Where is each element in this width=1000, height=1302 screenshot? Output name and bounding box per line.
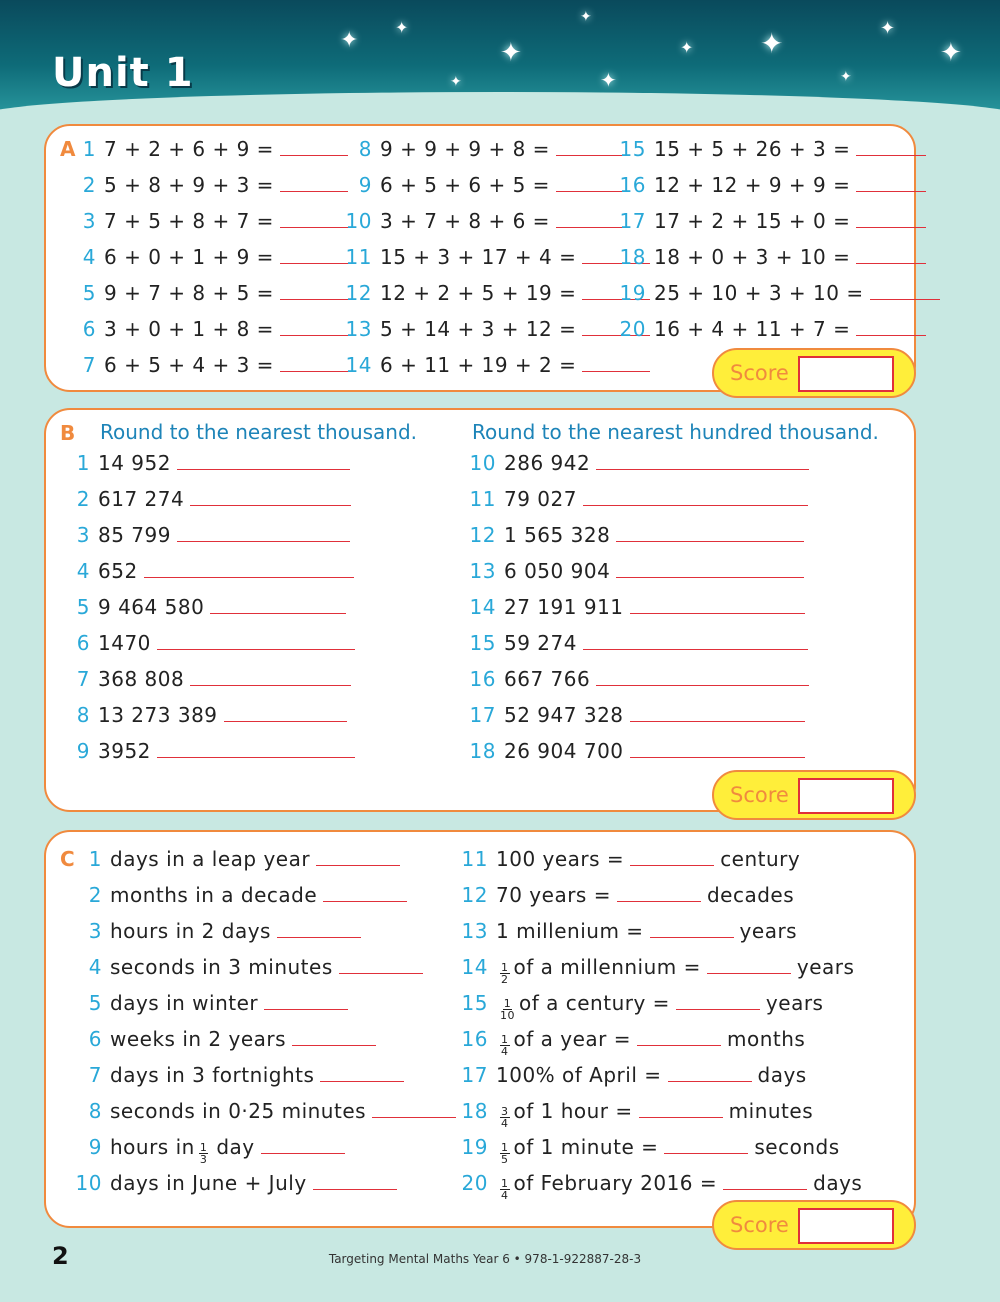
unit-text: days [757, 1063, 807, 1087]
answer-blank[interactable] [630, 849, 714, 866]
question-text: 16 + 4 + 11 + 7 = [654, 317, 851, 341]
question-number: 2 [88, 883, 102, 907]
answer-blank[interactable] [630, 741, 805, 758]
sparkle-icon: ✦ [880, 18, 896, 39]
question-number: 6 [88, 1027, 102, 1051]
question-number: 15 [469, 631, 496, 655]
question-row [612, 209, 926, 233]
question-row [612, 137, 926, 161]
question-number: 6 [82, 317, 96, 341]
question-text: hours in 2 days [110, 919, 271, 943]
fraction-denominator: 10 [500, 1009, 515, 1022]
question-number: 9 [76, 739, 90, 763]
section-b-heading-right: Round to the nearest hundred thousand. [472, 420, 879, 444]
fraction-numerator: 1 [501, 1141, 509, 1154]
question-text: day [216, 1135, 255, 1159]
answer-blank[interactable] [372, 1101, 456, 1118]
question-row [452, 1099, 813, 1132]
unit-text: decades [706, 883, 795, 907]
question-number: 16 [469, 667, 496, 691]
sparkle-icon: ✦ [340, 28, 359, 53]
question-text: 5 + 8 + 9 + 3 = [104, 173, 274, 197]
question-text: 25 + 10 + 3 + 10 = [654, 281, 864, 305]
answer-blank[interactable] [157, 633, 355, 650]
answer-blank[interactable] [583, 633, 808, 650]
fraction-numerator: 1 [501, 1177, 509, 1190]
unit-text: century [720, 847, 801, 871]
question-text: 17 + 2 + 15 + 0 = [654, 209, 851, 233]
question-row [70, 1171, 397, 1195]
question-row [66, 487, 351, 511]
fraction [500, 1178, 510, 1201]
question-text: months in a decade [110, 883, 318, 907]
question-text: of February 2016 = [513, 1171, 718, 1195]
question-number: 8 [76, 703, 90, 727]
answer-blank[interactable] [177, 525, 350, 542]
fraction-numerator: 1 [501, 961, 509, 974]
question-text: 6 050 904 [504, 559, 611, 583]
question-text: 15 + 3 + 17 + 4 = [380, 245, 577, 269]
question-text: 52 947 328 [504, 703, 624, 727]
answer-blank[interactable] [583, 489, 808, 506]
question-number: 10 [75, 1171, 102, 1195]
answer-blank[interactable] [856, 211, 926, 228]
question-row [460, 451, 809, 475]
question-row [66, 739, 355, 763]
question-text: of a millennium = [513, 955, 701, 979]
answer-blank[interactable] [190, 669, 351, 686]
question-row [70, 955, 423, 979]
question-text: 1470 [98, 631, 151, 655]
sparkle-icon: ✦ [580, 9, 592, 25]
answer-blank[interactable] [316, 849, 400, 866]
question-number: 16 [619, 173, 646, 197]
sparkle-icon: ✦ [840, 69, 852, 85]
question-number: 5 [88, 991, 102, 1015]
fraction-numerator: 1 [501, 1033, 509, 1046]
question-row [452, 919, 797, 943]
question-row [342, 137, 624, 161]
question-row [460, 523, 804, 547]
question-number: 20 [619, 317, 646, 341]
question-text: 9 + 9 + 9 + 8 = [380, 137, 550, 161]
question-row [460, 739, 805, 763]
question-row [460, 667, 809, 691]
answer-blank[interactable] [639, 1101, 723, 1118]
question-text: 667 766 [504, 667, 591, 691]
answer-blank[interactable] [617, 885, 701, 902]
answer-blank[interactable] [596, 669, 809, 686]
question-number: 18 [619, 245, 646, 269]
question-number: 18 [461, 1099, 488, 1123]
section-b-heading-left: Round to the nearest thousand. [100, 420, 418, 444]
fraction-numerator: 1 [503, 997, 512, 1010]
question-text: 368 808 [98, 667, 185, 691]
question-number: 12 [345, 281, 372, 305]
question-number: 13 [461, 919, 488, 943]
question-row [78, 173, 348, 197]
question-row [342, 209, 624, 233]
question-number: 8 [358, 137, 372, 161]
question-text: hours in [110, 1135, 195, 1159]
page-number: 2 [52, 1242, 69, 1270]
answer-blank[interactable] [630, 705, 805, 722]
question-text: 3 + 0 + 1 + 8 = [104, 317, 274, 341]
question-number: 17 [469, 703, 496, 727]
unit-text: seconds [754, 1135, 840, 1159]
question-row [78, 281, 348, 305]
question-text: 652 [98, 559, 138, 583]
question-row [342, 245, 650, 269]
answer-blank[interactable] [292, 1029, 376, 1046]
fraction [500, 962, 510, 985]
answer-blank[interactable] [723, 1173, 807, 1190]
question-number: 10 [469, 451, 496, 475]
question-number: 20 [461, 1171, 488, 1195]
answer-blank[interactable] [707, 957, 791, 974]
question-row [78, 209, 348, 233]
question-row [66, 523, 350, 547]
question-text: 3952 [98, 739, 151, 763]
fraction [500, 1142, 510, 1165]
question-text: 5 + 14 + 3 + 12 = [380, 317, 577, 341]
score-label: Score [730, 361, 789, 385]
answer-blank[interactable] [280, 211, 348, 228]
unit-text: years [765, 991, 824, 1015]
score-label: Score [730, 1213, 789, 1237]
unit-text: minutes [728, 1099, 814, 1123]
question-row [452, 991, 823, 1024]
question-text: days in winter [110, 991, 259, 1015]
answer-blank[interactable] [280, 247, 348, 264]
unit-text: days [813, 1171, 863, 1195]
fraction [500, 998, 515, 1021]
question-number: 4 [82, 245, 96, 269]
question-row [460, 631, 808, 655]
question-number: 11 [461, 847, 488, 871]
score-badge-b [712, 770, 916, 820]
question-row [70, 919, 361, 943]
answer-blank[interactable] [177, 453, 350, 470]
question-row [70, 1063, 404, 1087]
question-number: 12 [469, 523, 496, 547]
answer-blank[interactable] [264, 993, 348, 1010]
answer-blank[interactable] [582, 355, 650, 372]
question-text: 7 + 5 + 8 + 7 = [104, 209, 274, 233]
question-row [460, 595, 805, 619]
question-text: 13 273 389 [98, 703, 218, 727]
question-text: 100% of April = [496, 1063, 662, 1087]
question-text: days in 3 fortnights [110, 1063, 315, 1087]
question-number: 17 [619, 209, 646, 233]
answer-blank[interactable] [637, 1029, 721, 1046]
question-text: days in June + July [110, 1171, 307, 1195]
answer-blank[interactable] [210, 597, 346, 614]
unit-text: months [726, 1027, 806, 1051]
question-row [460, 487, 808, 511]
question-row [78, 317, 348, 341]
question-text: 14 952 [98, 451, 171, 475]
question-number: 3 [76, 523, 90, 547]
question-text: of a century = [519, 991, 670, 1015]
answer-blank[interactable] [280, 175, 348, 192]
question-number: 1 [82, 137, 96, 161]
question-number: 19 [461, 1135, 488, 1159]
question-number: 15 [619, 137, 646, 161]
question-number: 4 [76, 559, 90, 583]
question-number: 1 [76, 451, 90, 475]
answer-blank[interactable] [596, 453, 809, 470]
question-text: 7 + 2 + 6 + 9 = [104, 137, 274, 161]
answer-blank[interactable] [856, 175, 926, 192]
question-text: 9 464 580 [98, 595, 205, 619]
answer-blank[interactable] [280, 283, 348, 300]
answer-blank[interactable] [323, 885, 407, 902]
question-row [612, 281, 940, 305]
answer-blank[interactable] [313, 1173, 397, 1190]
question-row [452, 955, 854, 988]
question-number: 10 [345, 209, 372, 233]
question-text: 59 274 [504, 631, 577, 655]
question-number: 8 [88, 1099, 102, 1123]
answer-blank[interactable] [664, 1137, 748, 1154]
answer-blank[interactable] [339, 957, 423, 974]
question-number: 7 [76, 667, 90, 691]
question-row [342, 281, 650, 305]
answer-blank[interactable] [856, 247, 926, 264]
question-row [452, 883, 794, 907]
question-row [66, 559, 354, 583]
question-text: 85 799 [98, 523, 171, 547]
answer-blank[interactable] [856, 319, 926, 336]
question-row [78, 245, 348, 269]
unit-text: years [739, 919, 798, 943]
question-text: 9 + 7 + 8 + 5 = [104, 281, 274, 305]
question-number: 11 [345, 245, 372, 269]
question-row [66, 451, 350, 475]
answer-blank[interactable] [650, 921, 734, 938]
question-row [342, 173, 624, 197]
question-number: 13 [345, 317, 372, 341]
fraction-denominator: 4 [501, 1045, 509, 1058]
answer-blank[interactable] [280, 319, 348, 336]
score-badge-a [712, 348, 916, 398]
sparkle-icon: ✦ [395, 18, 409, 37]
question-number: 17 [461, 1063, 488, 1087]
fraction-denominator: 2 [501, 973, 509, 986]
score-input-a[interactable] [798, 356, 894, 392]
question-row [612, 317, 926, 341]
sparkle-icon: ✦ [760, 27, 784, 60]
question-number: 1 [88, 847, 102, 871]
question-number: 7 [82, 353, 96, 377]
unit-text: years [796, 955, 855, 979]
fraction [500, 1034, 510, 1057]
fraction-denominator: 4 [501, 1189, 509, 1202]
fraction-numerator: 1 [199, 1141, 208, 1154]
question-row [70, 1135, 345, 1168]
answer-blank[interactable] [630, 597, 805, 614]
question-text: 6 + 0 + 1 + 9 = [104, 245, 274, 269]
question-row [452, 1027, 805, 1060]
question-row [452, 847, 800, 871]
question-number: 5 [76, 595, 90, 619]
question-number: 2 [76, 487, 90, 511]
question-text: 6 + 5 + 4 + 3 = [104, 353, 274, 377]
footer-text: Targeting Mental Maths Year 6 • 978-1-922887-28-3 [328, 1252, 642, 1266]
question-text: 6 + 5 + 6 + 5 = [380, 173, 550, 197]
question-text: 1 565 328 [504, 523, 611, 547]
question-number: 14 [469, 595, 496, 619]
question-row [460, 703, 805, 727]
answer-blank[interactable] [261, 1137, 345, 1154]
question-number: 3 [82, 209, 96, 233]
question-text: of a year = [513, 1027, 631, 1051]
question-row [452, 1135, 840, 1168]
question-number: 11 [469, 487, 496, 511]
score-badge-c [712, 1200, 916, 1250]
answer-blank[interactable] [277, 921, 361, 938]
question-row [342, 317, 650, 341]
sparkle-icon: ✦ [940, 38, 962, 68]
answer-blank[interactable] [157, 741, 355, 758]
question-row [460, 559, 804, 583]
question-text: 12 + 12 + 9 + 9 = [654, 173, 851, 197]
question-text: 12 + 2 + 5 + 19 = [380, 281, 577, 305]
answer-blank[interactable] [280, 355, 348, 372]
sparkle-icon: ✦ [500, 38, 522, 68]
question-text: 79 027 [504, 487, 577, 511]
question-text: 6 + 11 + 19 + 2 = [380, 353, 577, 377]
answer-blank[interactable] [856, 139, 926, 156]
page-header [0, 0, 1000, 118]
fraction-numerator: 3 [501, 1105, 509, 1118]
question-text: seconds in 3 minutes [110, 955, 333, 979]
answer-blank[interactable] [224, 705, 347, 722]
question-row [66, 631, 355, 655]
answer-blank[interactable] [320, 1065, 404, 1082]
question-text: 26 904 700 [504, 739, 624, 763]
question-text: 286 942 [504, 451, 591, 475]
question-row [612, 173, 926, 197]
fraction [199, 1142, 209, 1165]
question-number: 18 [469, 739, 496, 763]
score-label: Score [730, 783, 789, 807]
sparkle-icon: ✦ [600, 68, 617, 92]
question-text: 617 274 [98, 487, 185, 511]
question-text: weeks in 2 years [110, 1027, 287, 1051]
section-letter-a: A [60, 137, 76, 161]
question-row [70, 991, 348, 1015]
question-text: of 1 minute = [513, 1135, 659, 1159]
question-text: 27 191 911 [504, 595, 624, 619]
question-number: 6 [76, 631, 90, 655]
question-number: 15 [461, 991, 488, 1015]
answer-blank[interactable] [280, 139, 348, 156]
section-letter-c: C [60, 847, 75, 871]
question-number: 9 [88, 1135, 102, 1159]
question-text: of 1 hour = [513, 1099, 633, 1123]
answer-blank[interactable] [870, 283, 940, 300]
question-number: 3 [88, 919, 102, 943]
question-text: 18 + 0 + 3 + 10 = [654, 245, 851, 269]
question-row [452, 1063, 807, 1087]
answer-blank[interactable] [676, 993, 760, 1010]
question-row [70, 847, 400, 871]
answer-blank[interactable] [616, 561, 804, 578]
question-row [66, 703, 347, 727]
question-text: seconds in 0·25 minutes [110, 1099, 367, 1123]
question-number: 14 [345, 353, 372, 377]
question-row [70, 1099, 456, 1123]
question-number: 12 [461, 883, 488, 907]
answer-blank[interactable] [668, 1065, 752, 1082]
question-text: days in a leap year [110, 847, 311, 871]
score-input-b[interactable] [798, 778, 894, 814]
answer-blank[interactable] [144, 561, 355, 578]
score-input-c[interactable] [798, 1208, 894, 1244]
question-number: 19 [619, 281, 646, 305]
question-text: 100 years = [496, 847, 625, 871]
question-text: 1 millenium = [496, 919, 644, 943]
question-row [78, 137, 348, 161]
fraction-denominator: 5 [501, 1153, 509, 1166]
fraction-denominator: 3 [199, 1153, 208, 1166]
fraction-denominator: 4 [501, 1117, 509, 1130]
question-number: 13 [469, 559, 496, 583]
section-letter-b: B [60, 421, 76, 445]
sparkle-icon: ✦ [680, 38, 694, 57]
question-number: 9 [358, 173, 372, 197]
question-number: 5 [82, 281, 96, 305]
question-row [342, 353, 650, 377]
question-row [612, 245, 926, 269]
page-title: Unit 1 [52, 50, 194, 96]
question-row [66, 667, 351, 691]
question-row [70, 883, 407, 907]
question-text: 70 years = [496, 883, 611, 907]
question-number: 4 [88, 955, 102, 979]
fraction [500, 1106, 510, 1129]
answer-blank[interactable] [190, 489, 351, 506]
question-number: 2 [82, 173, 96, 197]
question-text: 15 + 5 + 26 + 3 = [654, 137, 851, 161]
sparkle-icon: ✦ [450, 74, 462, 90]
question-number: 14 [461, 955, 488, 979]
question-number: 16 [461, 1027, 488, 1051]
question-row [70, 1027, 376, 1051]
question-number: 7 [88, 1063, 102, 1087]
question-text: 3 + 7 + 8 + 6 = [380, 209, 550, 233]
question-row [66, 595, 346, 619]
question-row [78, 353, 348, 377]
answer-blank[interactable] [616, 525, 804, 542]
